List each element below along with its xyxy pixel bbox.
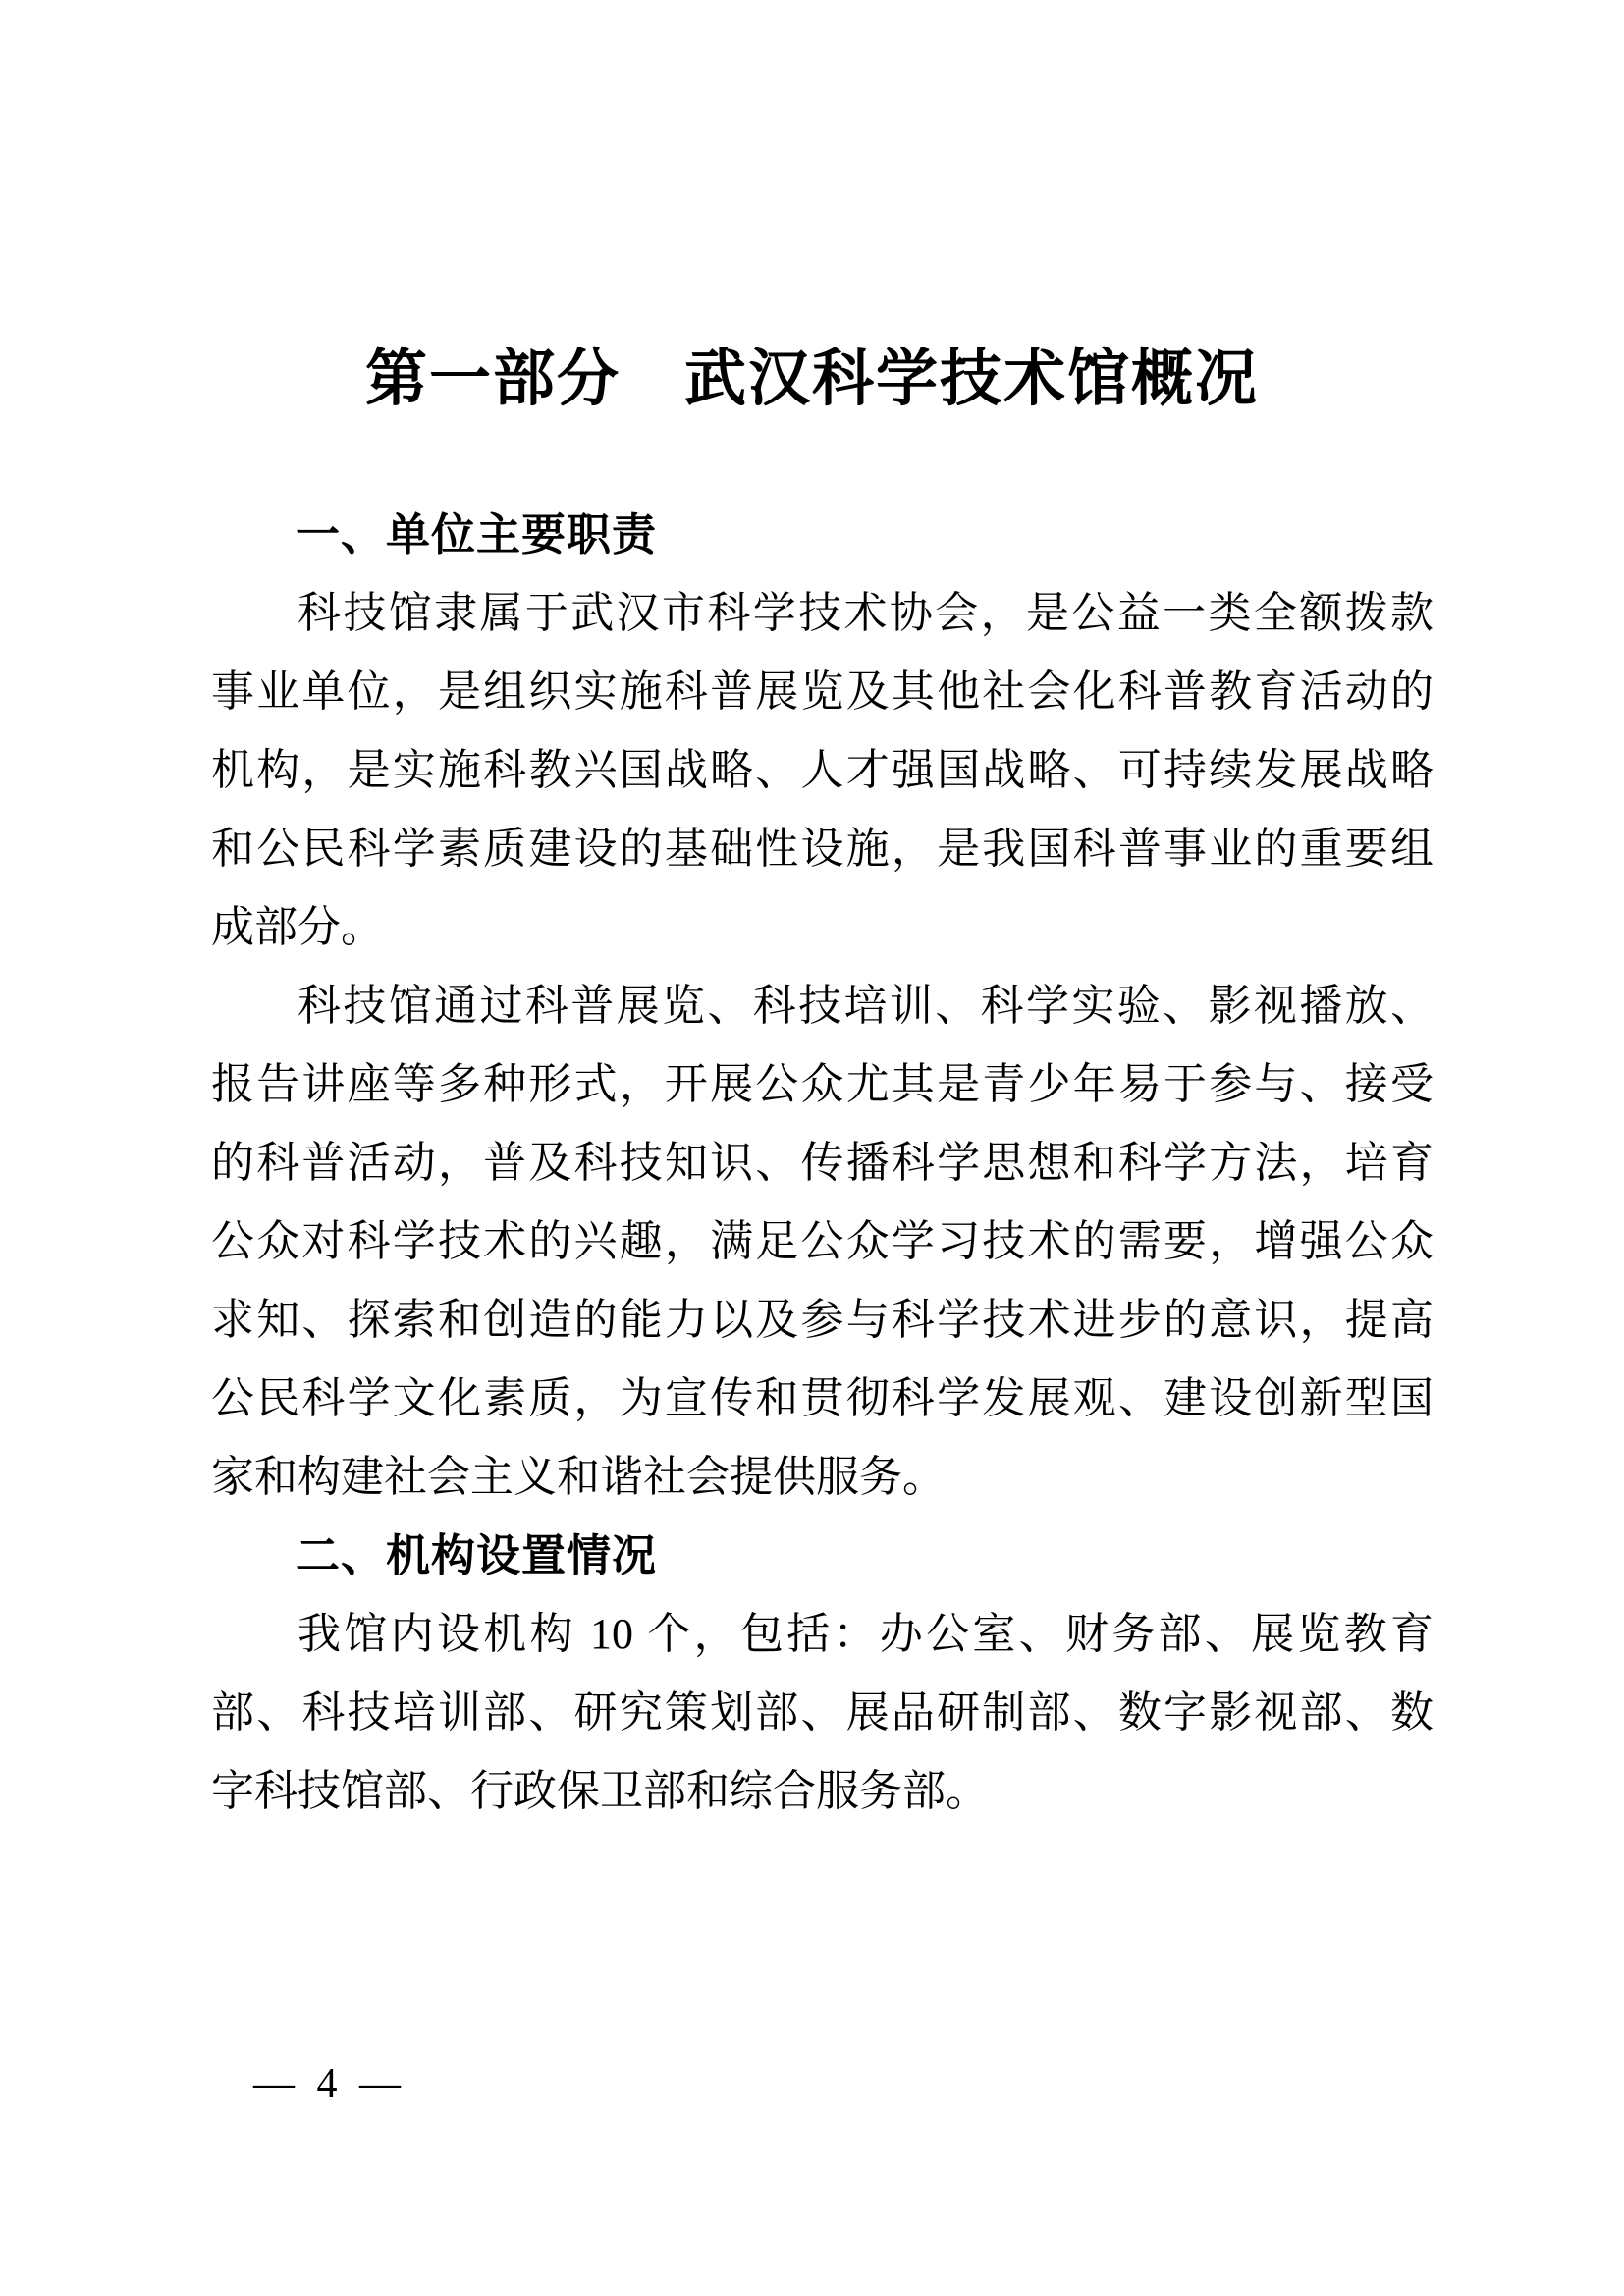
body-line: 事业单位，是组织实施科普展览及其他社会化科普教育活动的	[211, 667, 1434, 716]
body-line: 机构，是实施科教兴国战略、人才强国战略、可持续发展战略	[211, 746, 1434, 794]
body-line: 成部分。	[211, 903, 384, 951]
body-line: 和公民科学素质建设的基础性设施，是我国科普事业的重要组	[211, 825, 1434, 873]
body-line: 报告讲座等多种形式，开展公众尤其是青少年易于参与、接受	[211, 1060, 1434, 1108]
body-line: 的科普活动，普及科技知识、传播科学思想和科学方法，培育	[211, 1139, 1434, 1187]
body-line: 公众对科学技术的兴趣，满足公众学习技术的需要，增强公众	[211, 1217, 1434, 1265]
body-line: 部、科技培训部、研究策划部、展品研制部、数字影视部、数	[211, 1688, 1434, 1736]
body-line: 科技馆隶属于武汉市科学技术协会，是公益一类全额拨款	[298, 589, 1434, 637]
body-line: 求知、探索和创造的能力以及参与科学技术进步的意识，提高	[211, 1296, 1434, 1344]
body-line: 家和构建社会主义和谐社会提供服务。	[211, 1453, 946, 1501]
page-number: — 4 —	[253, 2061, 406, 2107]
body-line: 公民科学文化素质，为宣传和贯彻科学发展观、建设创新型国	[211, 1374, 1434, 1422]
section-1-heading: 一、单位主要职责	[296, 509, 658, 560]
body-line: 字科技馆部、行政保卫部和综合服务部。	[211, 1767, 989, 1815]
document-title: 第一部分 武汉科学技术馆概况	[365, 345, 1259, 413]
document-body	[0, 496, 1624, 1831]
body-line: 我馆内设机构 10 个，包括：办公室、财务部、展览教育	[298, 1610, 1434, 1658]
section-2-heading: 二、机构设置情况	[296, 1530, 658, 1580]
body-line: 科技馆通过科普展览、科技培训、科学实验、影视播放、	[298, 982, 1434, 1030]
